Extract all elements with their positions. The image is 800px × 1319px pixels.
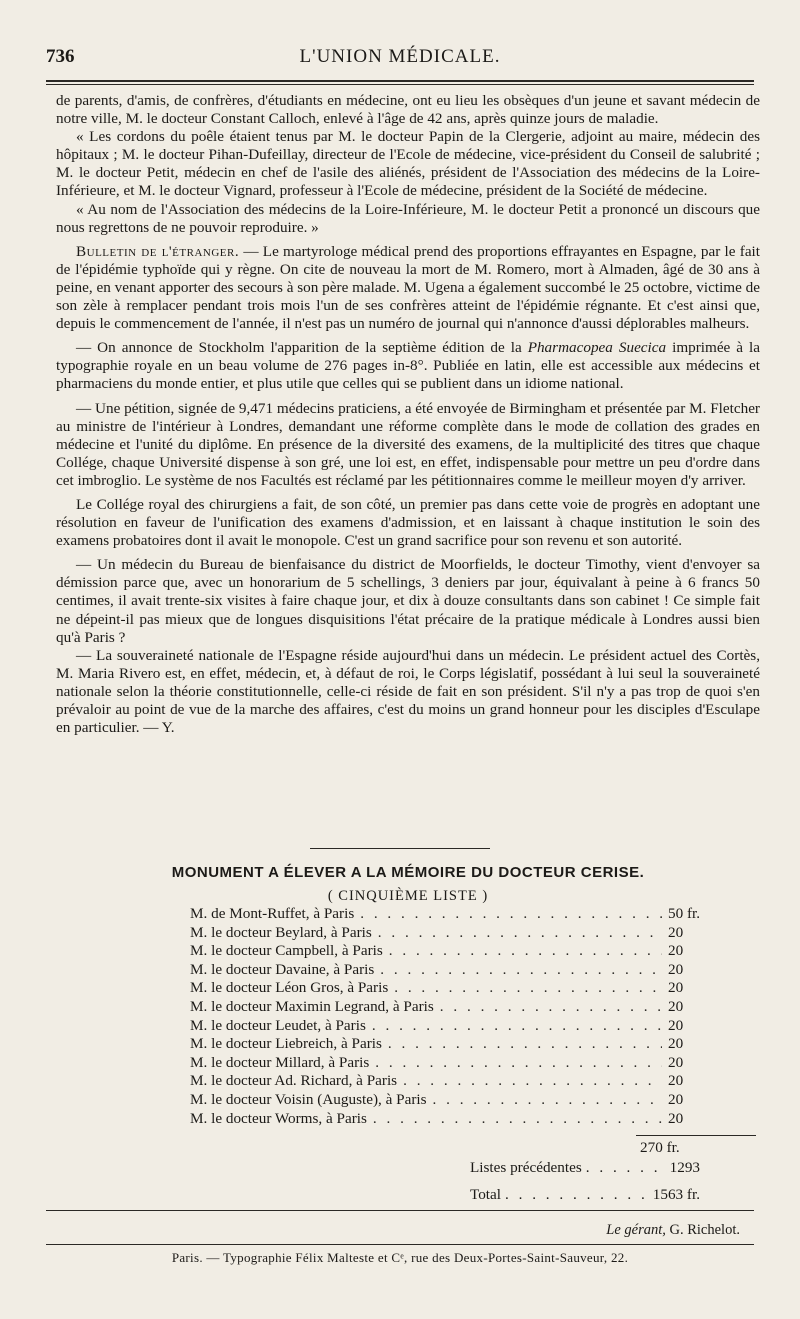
donor-row [190,1054,710,1073]
donor-amount: 20 [668,979,684,997]
donor-amount: 20 [668,997,684,1015]
leader-dots [389,942,662,961]
donor-row [190,1110,710,1129]
donor-amount: 20 [668,1016,684,1034]
leader-dots [403,1072,662,1091]
donor-name: M. le docteur Maximin Legrand, à Paris [190,997,434,1015]
monument-subtitle: ( CINQUIÈME LISTE ) [327,888,489,904]
paragraph-bulletin-text: — Le martyrologe médical prend des proportions effrayantes en Espagne, par le fait de l'épidémie typhoïde qui y règne. On cite de nouveau la mort de M. Romero, mort à Almaden, âgé de 30 ans à peine, en venant apporter des secours à son père malade. M. Ugena a également succombé le 25 octobre, victime de son zèle à remplacer pendant trois mois l'un de ses confrères atteint de l'épidémie régnante. Et c'est ainsi que, depuis le commencement de l'année, il n'est pas un numéro de journal qui n'annonce d'aussi déplorables malheurs. [56,242,760,333]
leader-dots [378,924,662,943]
pharmacopea-title: Pharmacopea Suecica [527,339,667,357]
donor-name: M. le docteur Léon Gros, à Paris [190,979,389,997]
donor-row [190,1091,710,1110]
paragraph-cordons: « Les cordons du poêle étaient tenus par M. le docteur Papin de la Clergerie, adjoint au maire, médecin des hôpitaux ; M. le docteur Pihan-Dufeillay, directeur de l'Ecole de médecine, vice-président du Conseil de salubrité ; M. le docteur Petit, médecin en chef de l'asile des aliénés, président de l'Association des médecins de la Loire-Inférieure, et M. le docteur Vignard, professeur à l'Ecole de médecine, président de la Société de médecine. [56,128,760,200]
leader-dots [375,1054,662,1073]
leader-dots [433,1091,662,1110]
gerant-name: G. Richelot. [669,1222,740,1238]
imprint-rule [46,1244,754,1245]
paragraph-college: Le Collége royal des chirurgiens a fait, de son côté, un premier pas dans cette voie de progrès en adoptant une résolution en faveur de l'unification des examens d'admission, et en laissant à chaque institution le soin des examens probatoires dont il avait le monopole. C'est un grand sacrifice pour son revenu et son autorité. [56,495,760,550]
donor-name: M. le docteur Worms, à Paris [190,1109,367,1127]
donor-name: M. le docteur Leudet, à Paris [190,1016,366,1034]
paragraph-moorfields: — Un médecin du Bureau de bienfaisance du district de Moorfields, le docteur Timothy, vient d'envoyer sa démission parce que, avec un honorarium de 5 schellings, 3 deniers par jour, équivalant à peine à 6 francs 50 centimes, il avait trente-six visites à faire chaque jour, et dix à douze consultants dans son cabinet ! Ce simple fait ne dépeint-il pas mieux que de longues disquisitions l'état précaire de la pratique médicale à Londres aussi bien qu'à Paris ? [56,556,760,646]
paragraph-stockholm-text-b: imprimée à la typographie royale en un beau volume de 276 pages in-8°. Publiée en latin, elle est accessible aux médecins et pharmaciens du monde entier, et plus utile que celles qui se publient dans un idiome national. [56,339,760,393]
leader-dots [360,905,662,924]
donor-amount: 50 fr. [668,905,701,922]
section-divider [310,848,490,849]
donor-name: M. le docteur Millard, à Paris [190,1053,370,1071]
donor-row [190,1035,710,1054]
previous-lists-value: 1293 [669,1159,700,1176]
paragraph-stockholm [56,339,760,393]
section-heading-bulletin: Bulletin de l'étranger. [76,242,240,260]
paragraph-obsequies: de parents, d'amis, de confrères, d'étudiants en médecine, ont eu lieu les obsèques d'un jeune et savant médecin de notre ville, M. le docteur Constant Calloch, enlevé à l'âge de 42 ans, après quinze jours de maladie. [56,92,760,128]
donor-amount: 20 [668,960,684,978]
donor-amount: 20 [668,942,684,960]
leader-dots [380,961,662,980]
leader-dots [586,1159,666,1177]
leader-dots [505,1186,649,1204]
leader-dots [440,998,662,1017]
leader-dots [373,1110,662,1129]
leader-dots [372,1017,662,1036]
paragraph-petition: — Une pétition, signée de 9,471 médecins praticiens, a été envoyée de Birmingham et présentée par M. Fletcher au ministre de l'intérieur à Londres, demandant une réforme complète dans le mode de collation des grades en médecine et l'unité du diplôme. En présence de la diversité des examens, de la multiplicité des titres que chaque Collége, chaque Université dispense à son gré, une loi est, en effet, indispensable pour mettre un peu d'ordre dans cet imbroglio. Le système de nos Facultés est réclamé par les pétitionnaires comme le meilleur moyen d'y arriver. [56,399,760,489]
gerant-signature [606,1222,740,1239]
donor-amount: 20 [668,1090,684,1108]
previous-lists-label: Listes précédentes [470,1159,582,1176]
donor-name: M. le docteur Davaine, à Paris [190,960,375,978]
donor-row [190,998,710,1017]
donor-name: M. le docteur Liebreich, à Paris [190,1035,382,1053]
leader-dots [394,979,662,998]
paragraph-discours: « Au nom de l'Association des médecins de la Loire-Inférieure, M. le docteur Petit a prononcé un discours que nous regrettons de ne pouvoir reproduire. » [56,200,760,236]
donor-amount: 20 [668,923,684,941]
gerant-label: Le gérant, [606,1222,666,1238]
footer-rule [46,1210,754,1211]
total-value: 1563 fr. [652,1186,700,1203]
donor-amount: 20 [668,1053,684,1071]
total-label: Total [470,1186,501,1203]
donor-row [190,979,710,998]
running-title: L'UNION MÉDICALE. [299,46,501,67]
donor-amount: 20 [668,1072,684,1090]
paragraph-espagne: — La souveraineté nationale de l'Espagne réside aujourd'hui dans un médecin. Le président actuel des Cortès, M. Maria Rivero est, en effet, médecin, et, à défaut de roi, le Corps législatif, possédant à lui seul la souveraineté nationale selon la théorie constitutionnelle, celle-ci réside de fait en son président. S'il n'y a pas trop de quoi s'en prévaloir au point de vue de la marche des affaires, c'est du moins un grand honneur pour les disciples d'Esculape en particulier. — Y. [56,646,760,737]
donor-name: M. le docteur Beylard, à Paris [190,923,372,941]
donor-amount: 20 [668,1109,684,1127]
donor-row [190,942,710,961]
article-body [56,92,760,737]
page-header [46,46,754,76]
donor-row [190,961,710,980]
donor-amount: 20 [668,1035,684,1053]
donor-list [190,905,710,1128]
donor-name: M. le docteur Ad. Richard, à Paris [190,1072,398,1090]
subtotal: 270 fr. [640,1139,680,1156]
header-rule [46,80,754,82]
donor-name: M. le docteur Voisin (Auguste), à Paris [190,1090,427,1108]
sum-rule [636,1135,756,1136]
paragraph-bulletin [56,243,760,333]
donor-name: M. le docteur Campbell, à Paris [190,942,383,960]
page-number: 736 [46,46,75,67]
previous-lists-row [470,1159,700,1177]
paragraph-stockholm-text-a: — On annonce de Stockholm l'apparition de la septième édition de la [76,339,528,357]
total-row [470,1186,700,1204]
monument-title: MONUMENT A ÉLEVER A LA MÉMOIRE DU DOCTEUR CERISE. [171,864,645,881]
leader-dots [388,1035,662,1054]
donor-row [190,1072,710,1091]
donor-name: M. de Mont-Ruffet, à Paris [190,905,355,922]
header-rule-thin [46,84,754,85]
donor-row [190,1017,710,1036]
donor-row [190,905,710,924]
donor-row [190,924,710,943]
printer-imprint: Paris. — Typographie Félix Malteste et Cᵉ, rue des Deux-Portes-Saint-Sauveur, 22. [171,1250,629,1265]
